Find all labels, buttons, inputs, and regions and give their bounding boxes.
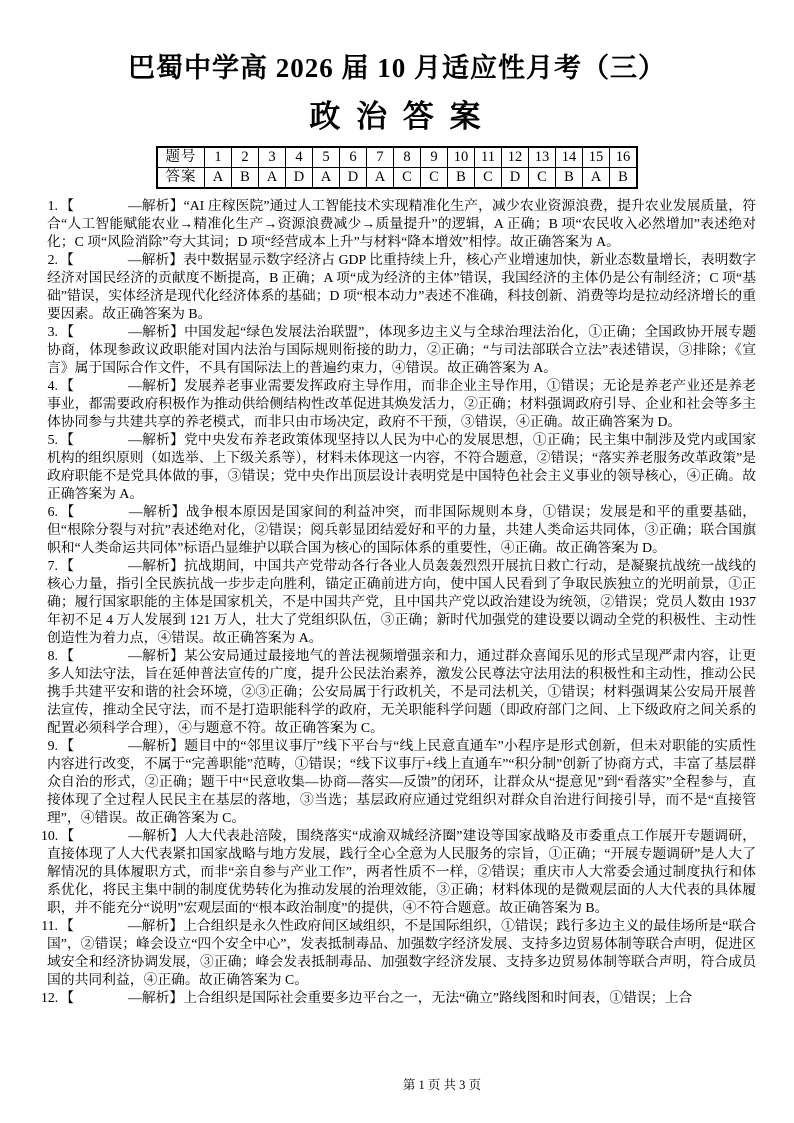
question-number-cell: 12 xyxy=(502,147,529,168)
analysis-text: 战争根本原因是国家间的利益冲突，而非国际规则本身，①错误；发展是和平的重要基础，但“根除分裂与对抗”表述绝对化，②错误；阅兵彰显团结爱好和平的力量，共建人类命运共同体，③正确；联合国旗帜和“人类命运共同体”标语凸显维护以联合国为核心的国际体系的重要性，④正确。故正确答案为 D。 xyxy=(47,504,757,555)
item-number: 10. xyxy=(41,828,59,843)
answer-cell: D xyxy=(502,168,529,189)
explanation-item-11 xyxy=(41,917,757,989)
analysis-text: “AI 庄稼医院”通过人工智能技术实现精准化生产，减少农业资源浪费，提升农业发展质量，符合“人工智能赋能农业→精准化生产→资源浪费减少→质量提升”的逻辑，A 正确；B 项“农民收入必然增加”表述绝对化；C 项“风险消除”夸大其词；D 项“经营成本上升”与材料“降本增效”相悖。故正确答案为 A。 xyxy=(47,198,756,249)
question-number-cell: 11 xyxy=(475,147,502,168)
explanation-item-3 xyxy=(47,323,756,377)
item-number: 11. xyxy=(41,918,58,933)
bracket-open-mark: 【 xyxy=(60,198,74,213)
item-number: 12. xyxy=(41,990,59,1005)
analysis-text: 上合组织是永久性政府间区域组织，不是国际组织，①错误；践行多边主义的最佳场所是“联合国”，②错误；峰会设立“四个安全中心”，发表抵制毒品、加强数字经济发展、支持多边贸易体制等联合声明，促进区域安全和经济协调发展，③正确；峰会发表抵制毒品、加强数字经济发展、支持多边贸易体制等联合声明，符合成员国的共同利益，④正确。故正确答案为 C。 xyxy=(47,918,757,987)
question-number-cell: 5 xyxy=(313,147,340,168)
analysis-text: 中国发起“绿色发展法治联盟”，体现多边主义与全球治理法治化，①正确；全国政协开展专题协商，体现参政议政职能对国内法治与国际规则衔接的助力，②正确；“与司法部联合立法”表述错误，③排除；《宣言》属于国际合作文件，不具有国际法上的普遍约束力，④错误。故正确答案为 A。 xyxy=(47,324,757,375)
question-number-cell: 2 xyxy=(232,147,259,168)
explanation-item-5 xyxy=(47,431,756,503)
analysis-label: —解析】 xyxy=(128,738,185,753)
analysis-text: 发展养老事业需要发挥政府主导作用，而非企业主导作用，①错误；无论是养老产业还是养老事业，都需要政府积极作为推动供给侧结构性改革促进其焕发活力，②正确；材料强调政府引导、企业和社会等多主体协同参与共建共享的养老模式，而非只由市场决定，政府不干预，③错误，④正确。故正确答案为 D。 xyxy=(47,378,757,429)
answer-cell: B xyxy=(448,168,475,189)
bracket-open-mark: 【 xyxy=(60,324,75,339)
bracket-open-mark: 【 xyxy=(60,252,74,267)
bracket-open-mark: 【 xyxy=(60,828,75,843)
question-number-cell: 6 xyxy=(340,147,367,168)
analysis-text: 表中数据显示数字经济占 GDP 比重持续上升，核心产业增速加快，新业态数量增长，表明数字经济对国民经济的贡献度不断提高，B 正确；A 项“成为经济的主体”错误，我国经济的主体仍是公有制经济；C 项“基础”错误，实体经济是现代化经济体系的基础；D 项“根本动力”表述不准确，科技创新、消费等均是拉动经济增长的重要因素。故正确答案为 B。 xyxy=(47,252,757,321)
analysis-label: —解析】 xyxy=(128,432,184,447)
question-number-cell: 15 xyxy=(583,147,610,168)
question-number-row xyxy=(157,147,637,168)
analysis-label: —解析】 xyxy=(128,558,184,573)
explanation-item-4 xyxy=(47,377,756,431)
question-number-cell: 16 xyxy=(610,147,638,168)
analysis-label: —解析】 xyxy=(128,504,186,519)
explanation-item-6 xyxy=(47,503,756,557)
analysis-text: 党中央发布养老政策体现坚持以人民为中心的发展思想，①正确；民主集中制涉及党内或国家机构的组织原则（如选举、上下级关系等），材料未体现这一内容，不符合题意，②错误；“落实养老服务改革政策”是政府职能不是党具体做的事，③错误；党中央作出顶层设计表明党是中国特色社会主义事业的领导核心，④正确。故正确答案为 A。 xyxy=(47,432,757,501)
question-number-cell: 9 xyxy=(421,147,448,168)
item-number: 8. xyxy=(47,648,58,663)
explanation-item-12 xyxy=(41,989,756,1007)
question-number-cell: 1 xyxy=(205,147,232,168)
question-number-cell: 13 xyxy=(529,147,556,168)
explanation-list xyxy=(41,197,757,1007)
explanation-item-7 xyxy=(47,557,756,647)
answer-cell: A xyxy=(259,168,286,189)
analysis-label: —解析】 xyxy=(127,918,184,933)
item-number: 4. xyxy=(47,378,58,393)
question-number-cell: 14 xyxy=(556,147,583,168)
analysis-label: —解析】 xyxy=(128,648,184,663)
explanation-item-2 xyxy=(47,251,756,323)
answer-cell: B xyxy=(610,168,638,189)
bracket-open-mark: 【 xyxy=(60,918,74,933)
bracket-open-mark: 【 xyxy=(60,990,75,1005)
answer-cell: C xyxy=(421,168,448,189)
exam-title: 巴蜀中学高 2026 届 10 月适应性月考（三） xyxy=(128,53,666,83)
question-number-cell: 7 xyxy=(367,147,394,168)
item-number: 6. xyxy=(47,504,58,519)
item-number: 3. xyxy=(47,324,58,339)
answer-row-header: 答案 xyxy=(157,168,205,189)
answer-cell: A xyxy=(367,168,394,189)
answer-cell: C xyxy=(529,168,556,189)
analysis-text: 人大代表赴涪陵，围绕落实“成渝双城经济圈”建设等国家战略及市委重点工作展开专题调研，直接体现了人大代表紧扣国家战略与地方发展，践行全心全意为人民服务的宗旨，①正确；“开展专题调研”是人大了解情况的具体履职方式，而非“亲自参与产业工作”，两者性质不一样，②错误；重庆市人大常委会通过制度执行和体系优化，将民主集中制的制度优势转化为推动发展的治理效能，③正确；材料体现的是微观层面的人大代表的具体履职，并不能充分“说明”宏观层面的“根本政治制度”的提供，④不符合题意。故正确答案为 B。 xyxy=(47,828,757,915)
analysis-text: 上合组织是国际社会重要多边平台之一，无法“确立”路线图和时间表，①错误；上合 xyxy=(183,990,693,1005)
explanation-item-1 xyxy=(47,197,756,251)
explanation-item-8 xyxy=(47,647,756,737)
question-number-cell: 3 xyxy=(259,147,286,168)
item-number: 5. xyxy=(47,432,58,447)
analysis-label: —解析】 xyxy=(128,828,185,843)
answer-cell: C xyxy=(475,168,502,189)
analysis-text: 某公安局通过最接地气的普法视频增强亲和力，通过群众喜闻乐见的形式呈现严肃内容，让更多人知法守法，旨在延伸普法宣传的广度，提升公民法治素养，激发公民尊法守法用法的积极性和主动性，推动公民携手共建平安和谐的社会环境，②③正确；公安局属于行政机关，不是司法机关，①错误；材料强调某公安局开展普法宣传，推动全民守法，而不是打造职能科学的政府，无关职能科学问题（即政府部门之间、上下级政府之间关系的配置必须科学合理），④与题意不符。故正确答案为 C。 xyxy=(47,648,757,735)
question-row-header: 题号 xyxy=(157,147,205,168)
bracket-open-mark: 【 xyxy=(60,558,75,573)
subject-title: 政 治 答 案 xyxy=(309,99,485,134)
answer-cell: D xyxy=(286,168,313,189)
answer-cell: B xyxy=(232,168,259,189)
question-number-cell: 10 xyxy=(448,147,475,168)
explanation-item-10 xyxy=(41,827,757,917)
answer-cell: B xyxy=(556,168,583,189)
item-number: 9. xyxy=(47,738,58,753)
item-number: 7. xyxy=(47,558,58,573)
analysis-label: —解析】 xyxy=(127,252,184,267)
bracket-open-mark: 【 xyxy=(60,378,75,393)
bracket-open-mark: 【 xyxy=(60,738,75,753)
analysis-label: —解析】 xyxy=(128,324,185,339)
analysis-text: 题目中的“邻里议事厅”线下平台与“线上民意直通车”小程序是形式创新，但未对职能的实质性内容进行改变，不属于“完善职能”范畴，①错误；“线下议事厅+线上直通车”“积分制”创新了协商方式，丰富了基层群众自治的形式，②正确；题干中“民意收集—协商—落实—反馈”的闭环，让群众从“提意见”到“看落实”全程参与，直接体现了全过程人民民主在基层的落地，③当选；基层政府应通过党组织对群众自治进行间接引导，而不是“直接管理”，④错误。故正确答案为 C。 xyxy=(47,738,757,825)
bracket-open-mark: 【 xyxy=(60,648,75,663)
analysis-label: —解析】 xyxy=(128,198,184,213)
page-footer: 第 1 页 共 3 页 xyxy=(402,1078,482,1092)
analysis-text: 抗战期间，中国共产党带动各行各业人员轰轰烈烈开展抗日救亡行动，是凝聚抗战统一战线的核心力量，指引全民族抗战一步步走向胜利，锚定正确前进方向，使中国人民看到了争取民族独立的光明前景，①正确；履行国家职能的主体是国家机关，不是中国共产党，且中国共产党以政治建设为统领，②错误；党员人数由 1937 年初不足 4 万人发展到 121 万人，壮大了党组织队伍，③正确；新时代加强党的建设要以调动全党的积极性、主动性创造性为着力点，④错误。故正确答案为 A。 xyxy=(47,558,757,645)
bracket-open-mark: 【 xyxy=(60,504,75,519)
question-number-cell: 4 xyxy=(286,147,313,168)
answer-cell: A xyxy=(205,168,232,189)
analysis-label: —解析】 xyxy=(128,990,184,1005)
answer-cell: A xyxy=(313,168,340,189)
item-number: 2. xyxy=(47,252,58,267)
bracket-open-mark: 【 xyxy=(60,432,75,447)
answer-cell: A xyxy=(583,168,610,189)
answer-cell: D xyxy=(340,168,367,189)
answer-cell: C xyxy=(394,168,421,189)
item-number: 1. xyxy=(47,198,58,213)
explanation-item-9 xyxy=(47,737,756,827)
analysis-label: —解析】 xyxy=(128,378,184,393)
answer-row xyxy=(157,168,637,189)
answer-key-table xyxy=(156,146,638,189)
question-number-cell: 8 xyxy=(394,147,421,168)
